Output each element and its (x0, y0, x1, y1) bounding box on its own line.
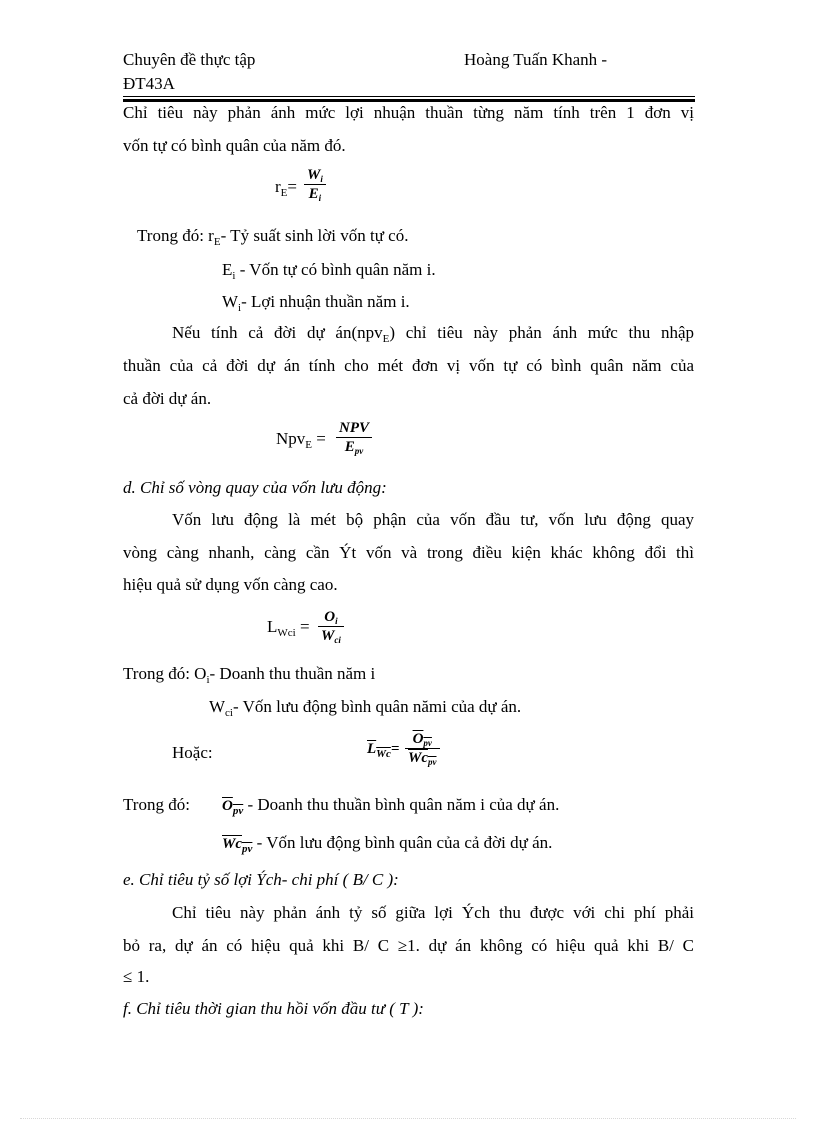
where-Opv-label: Trong đó: (123, 795, 190, 814)
para3-line2: vòng càng nhanh, càng cần Ýt vốn và trong điều kiện khác không đổi thì (123, 543, 694, 562)
section-e-heading: e. Chỉ tiêu tỷ số lợi Ých- chi phí ( B/ C ): (123, 870, 399, 889)
header-rule-thick (123, 99, 695, 102)
or-label: Hoặc: (172, 743, 213, 762)
formula-LWc-lhs: $L_{Wc}=$ (367, 741, 400, 760)
para1-line1: Chỉ tiêu này phản ánh mức lợi nhuận thuần từng năm tính trên 1 đơn vị (123, 103, 694, 122)
formula-npvE-fraction: NPV $E_{pv}$ (336, 419, 372, 456)
formula-rE-fraction: $\frac{W_i}{E_i}$ (304, 166, 326, 203)
where-Oi: Trong đó: $O_i-$ Doanh thu thuần năm i (123, 664, 376, 686)
page-bottom-edge (20, 1118, 796, 1119)
para3-line3: hiệu quả sử dụng vốn càng cao. (123, 575, 338, 594)
section-f-heading: f. Chỉ tiêu thời gian thu hồi vốn đầu tư ( T ): (123, 999, 424, 1018)
para4-line1: Chỉ tiêu này phản ánh tỷ số giữa lợi Ých thu được với chi phí phải (172, 903, 694, 922)
header-left: Chuyên đề thực tập (123, 50, 256, 69)
where-rE: Trong đó: $r_E-$ Tỷ suất sinh lời vốn tự có. (137, 226, 409, 248)
header-right: Hoàng Tuấn Khanh - (464, 50, 608, 69)
where-Wi: $W_i-$ Lợi nhuận thuần năm i. (222, 292, 410, 314)
where-Opv: $O_{pv}$ - Doanh thu thuần bình quân năm i của dự án. (222, 795, 560, 817)
where-Ei: $E_i$ - Vốn tự có bình quân năm i. (222, 260, 436, 282)
para3-line1: Vốn lưu động là mét bộ phận của vốn đầu tư, vốn lưu động quay (172, 510, 694, 529)
formula-LWci-lhs: $L_{Wci}$ = (267, 617, 310, 639)
header-rule-thin (123, 96, 695, 97)
formula-LWc-fraction: $O_{pv}$ $Wc_{pv}$ (405, 730, 440, 767)
section-d-heading: d. Chỉ số vòng quay của vốn lưu động: (123, 478, 387, 497)
header-class-code: ĐT43A (123, 74, 175, 93)
where-Wci: $W_{ci}-$ Vốn lưu động bình quân nămi của dự án. (209, 697, 522, 719)
where-Wcpv: $Wc_{pv}$ - Vốn lưu động bình quân của cả đời dự án. (222, 833, 553, 855)
para2-line1: Nếu tính cả đời dự án(npv$_E$) chỉ tiêu này phản ánh mức thu nhập (172, 323, 695, 345)
formula-LWci-fraction: $O_i$ $W_{ci}$ (318, 608, 344, 645)
para2-line2: thuần của cả đời dự án tính cho mét đơn vị vốn tự có bình quân năm của (123, 356, 694, 375)
para2-line3: cả đời dự án. (123, 389, 212, 408)
para1-line2: vốn tự có bình quân của năm đó. (123, 136, 346, 155)
formula-rE-lhs: $r_E=$ (275, 177, 297, 199)
para4-line3: ≤ 1. (123, 967, 150, 986)
formula-npvE-lhs: Npv$_E$ = (276, 429, 326, 451)
para4-line2: bỏ ra, dự án có hiệu quả khi B/ C ≥1. dự án không có hiệu quả khi B/ C (123, 936, 694, 955)
